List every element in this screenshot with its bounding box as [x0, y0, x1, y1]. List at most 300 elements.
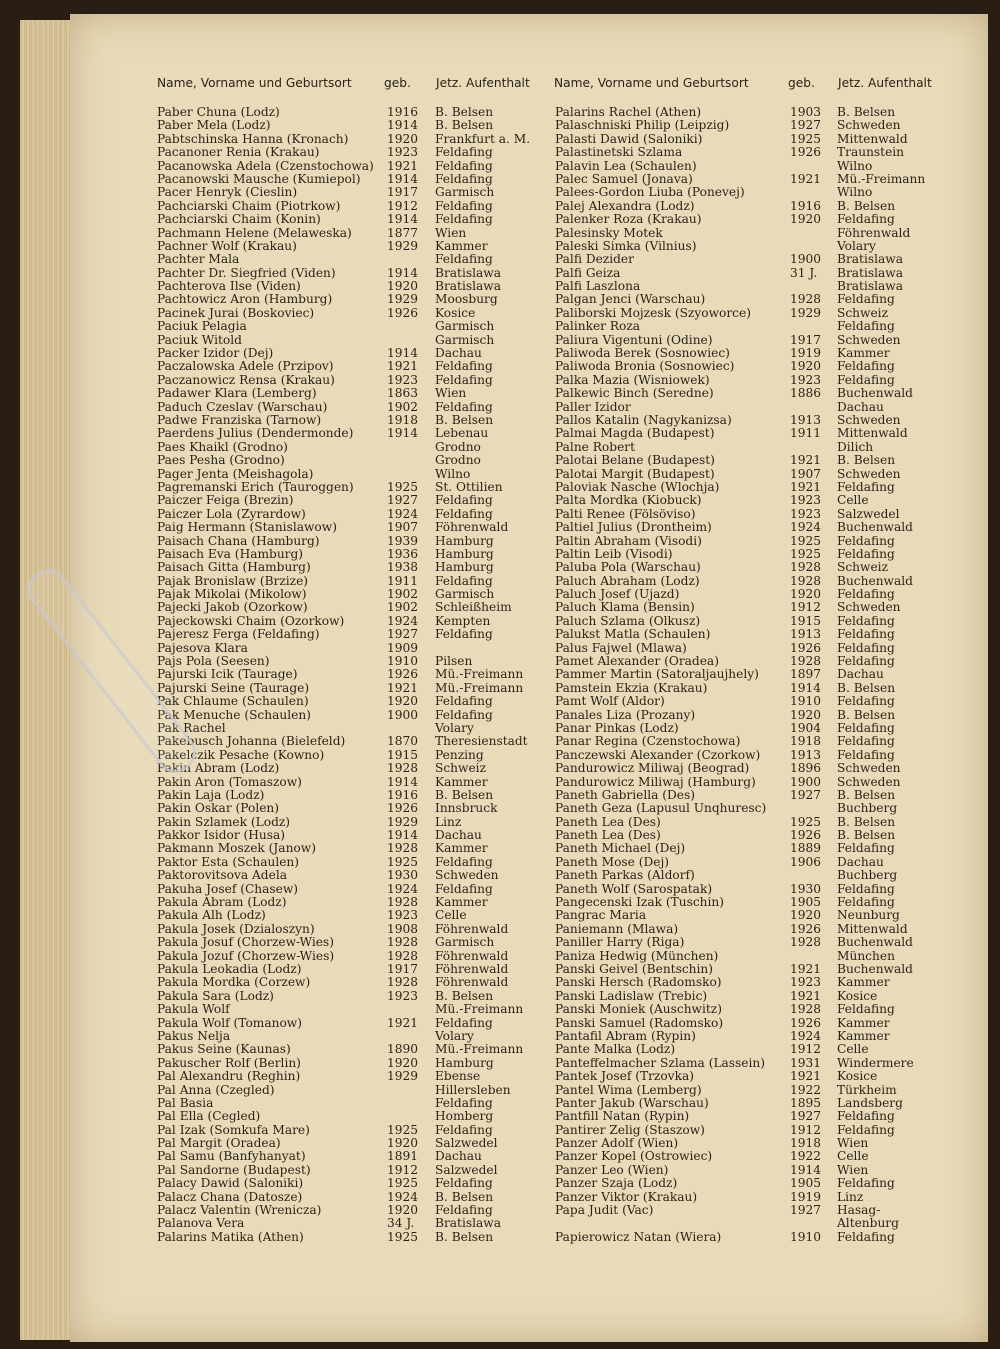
list-item	[157, 387, 547, 400]
entry-name: Pakula Wolf (Tomanow)	[157, 1015, 302, 1030]
entry-location: Feldafing	[435, 881, 493, 896]
entry-location: Kammer	[435, 774, 488, 789]
entry-name: Pakula Wolf	[157, 1002, 230, 1017]
entry-born: 1920	[790, 587, 822, 602]
list-item	[157, 682, 547, 695]
list-item	[157, 1097, 547, 1110]
entry-location: Linz	[435, 814, 462, 829]
entry-location: Altenburg	[837, 1216, 899, 1231]
list-item	[555, 829, 975, 842]
entry-born: 1926	[790, 1015, 822, 1030]
entry-name: Panzer Leo (Wien)	[555, 1162, 669, 1177]
entry-name: Pachterova Ilse (Viden)	[157, 279, 301, 294]
entry-name: Palgan Jenci (Warschau)	[555, 292, 706, 307]
entry-location: Wien	[435, 225, 467, 240]
entry-name: Paneth Geza (Lapusul Unqhuresc)	[555, 801, 767, 816]
entry-name: Pamstein Ekzia (Krakau)	[555, 680, 708, 695]
entry-location: Feldafing	[837, 895, 895, 910]
entry-name: Pakula Mordka (Corzew)	[157, 975, 311, 990]
entry-born: 1926	[790, 828, 822, 843]
list-item	[555, 1177, 975, 1190]
entry-name: Palotai Belane (Budapest)	[555, 453, 715, 468]
entry-born: 1902	[387, 399, 419, 414]
entry-born: 1917	[387, 962, 419, 976]
entry-location: Feldafing	[435, 158, 493, 173]
header-name-left: Name, Vorname und Geburtsort	[157, 76, 352, 90]
entry-name: Paltin Abraham (Visodi)	[555, 533, 702, 548]
entry-born: 1908	[387, 921, 419, 936]
entry-name: Pakin Laja (Lodz)	[157, 787, 265, 802]
entry-born: 1917	[387, 185, 419, 200]
list-item	[555, 387, 975, 400]
entry-name: Pal Izak (Somkufa Mare)	[157, 1122, 310, 1137]
entry-born: 1927	[790, 787, 822, 802]
entry-location: Dachau	[837, 399, 884, 414]
entry-location: Pilsen	[435, 654, 473, 669]
entry-born: 34 J.	[387, 1216, 415, 1231]
entry-name: Palne Robert	[555, 439, 636, 454]
entry-born: 1920	[790, 359, 822, 374]
entry-born: 1914	[790, 1162, 822, 1177]
entry-name: Palotai Margit (Budapest)	[555, 466, 715, 481]
list-item	[157, 615, 547, 628]
entry-name: Pakkor Isidor (Husa)	[157, 828, 286, 843]
entry-location: Dachau	[435, 828, 482, 843]
entry-born: 1914	[387, 265, 419, 280]
list-item	[555, 535, 975, 548]
list-item	[157, 293, 547, 306]
entry-name: Paluch Josef (Ujazd)	[555, 587, 680, 602]
entry-born: 1918	[790, 734, 822, 749]
entry-location: Wilno	[837, 158, 873, 173]
entry-born: 1930	[387, 868, 419, 883]
entry-name: Paliura Vigentuni (Odine)	[555, 332, 713, 347]
entry-born: 1924	[790, 520, 822, 535]
entry-name: Pamet Alexander (Oradea)	[555, 654, 719, 669]
entry-name: Paliwoda Berek (Sosnowiec)	[555, 346, 730, 361]
entry-born: 1902	[387, 587, 419, 602]
entry-name: Pakin Szlamek (Lodz)	[157, 814, 291, 829]
header-born-right: geb.	[788, 76, 815, 90]
entry-name: Pakmann Moszek (Janow)	[157, 841, 316, 856]
list-item	[555, 253, 975, 266]
entry-location: Hamburg	[435, 533, 494, 548]
list-item	[157, 347, 547, 360]
entry-born: 1900	[790, 774, 822, 789]
entry-location: Feldafing	[435, 198, 493, 213]
entry-name: Paloviak Nasche (Wlochja)	[555, 479, 720, 494]
entry-location: Buchenwald	[837, 520, 913, 535]
entry-born: 1909	[387, 640, 419, 655]
list-item	[555, 923, 975, 936]
entry-location: Feldafing	[435, 1095, 493, 1110]
entry-born: 1914	[387, 426, 419, 441]
entry-location: Mü.-Freimann	[435, 667, 524, 682]
entry-born: 1911	[790, 426, 822, 441]
entry-location: Feldafing	[837, 212, 895, 227]
entry-name: Pangecenski Izak (Tuschin)	[555, 895, 725, 910]
entry-location: B. Belsen	[435, 118, 494, 133]
entry-name: Paes Khaikl (Grodno)	[157, 439, 288, 454]
entry-location: B. Belsen	[435, 412, 494, 427]
entry-location: Moosburg	[435, 292, 498, 307]
entry-location: Feldafing	[837, 1229, 895, 1244]
entry-name: Palfi Geiza	[555, 265, 621, 280]
list-item	[555, 307, 975, 320]
entry-name: Pakula Josek (Dzialoszyn)	[157, 921, 315, 936]
list-item	[555, 521, 975, 534]
entry-location: Linz	[837, 1189, 864, 1204]
header-location-left: Jetz. Aufenthalt	[436, 76, 530, 90]
entry-name: Paneth Mose (Dej)	[555, 854, 670, 869]
entry-born: 1905	[790, 1176, 822, 1191]
entry-location: Feldafing	[837, 479, 895, 494]
entry-born: 1912	[790, 600, 822, 615]
entry-location: Hamburg	[435, 1055, 494, 1070]
entry-name: Pacer Henryk (Cieslin)	[157, 185, 298, 200]
entry-location: Feldafing	[837, 1176, 895, 1191]
list-item	[157, 227, 547, 240]
list-item	[555, 1204, 975, 1217]
entry-name: Pakula Sara (Lodz)	[157, 988, 274, 1003]
book-page-edges	[20, 20, 72, 1340]
entry-name: Palec Samuel (Jonava)	[555, 171, 693, 186]
entry-born: 1929	[387, 1069, 419, 1084]
list-item	[555, 427, 975, 440]
list-item	[555, 1150, 975, 1163]
entry-location: Feldafing	[837, 627, 895, 642]
entry-name: Palus Fajwel (Mlawa)	[555, 640, 687, 655]
entry-location: Feldafing	[837, 1109, 895, 1124]
entry-name: Packer Izidor (Dej)	[157, 346, 274, 361]
entry-name: Panar Regina (Czenstochowa)	[555, 734, 741, 749]
entry-name: Pantel Wima (Lemberg)	[555, 1082, 702, 1097]
entry-location: Feldafing	[435, 1015, 493, 1030]
entry-name: Paczalowska Adele (Przipov)	[157, 359, 334, 374]
entry-born: 1926	[790, 921, 822, 936]
entry-location: Föhrenwald	[435, 921, 509, 936]
entry-name: Pacinek Jurai (Boskoviec)	[157, 305, 315, 320]
entry-name: Palka Mazia (Wisniowek)	[555, 372, 710, 387]
entry-born: 1926	[387, 801, 419, 816]
entry-location: Kammer	[837, 1015, 890, 1030]
entry-location: Feldafing	[837, 546, 895, 561]
entry-name: Paczanowicz Rensa (Krakau)	[157, 372, 335, 387]
entry-location: Theresienstadt	[435, 734, 528, 749]
list-item	[555, 1030, 975, 1043]
list-item	[555, 1057, 975, 1070]
entry-location: Feldafing	[435, 145, 493, 160]
list-item	[555, 869, 975, 882]
entry-name: Paltin Leib (Visodi)	[555, 546, 673, 561]
entry-born: 1927	[387, 627, 419, 642]
entry-location: Landsberg	[837, 1095, 903, 1110]
list-item	[555, 1191, 975, 1204]
entry-born: 1920	[387, 131, 419, 146]
list-item	[157, 829, 547, 842]
entry-location: B. Belsen	[435, 1189, 494, 1204]
entry-name: Paniza Hedwig (München)	[555, 948, 719, 963]
list-item	[555, 160, 975, 173]
entry-name: Paes Pesha (Grodno)	[157, 453, 285, 468]
entry-born: 31 J.	[790, 265, 818, 280]
entry-location: Homberg	[435, 1109, 494, 1124]
entry-location: Kosice	[837, 988, 878, 1003]
entry-location: Schweden	[837, 774, 901, 789]
entry-location: Garmisch	[435, 332, 495, 347]
entry-location: Bratislawa	[435, 279, 501, 294]
entry-name: Pakin Abram (Lodz)	[157, 761, 280, 776]
entry-name: Paniemann (Mlawa)	[555, 921, 679, 936]
entry-name: Pal Margit (Oradea)	[157, 1136, 281, 1151]
entry-born: 1920	[387, 694, 419, 709]
list-item	[157, 1070, 547, 1083]
entry-born: 1903	[790, 105, 822, 119]
entry-location: Feldafing	[837, 720, 895, 735]
entry-born: 1928	[387, 841, 419, 856]
entry-location: Salzwedel	[435, 1136, 498, 1151]
entry-born: 1912	[790, 1042, 822, 1057]
list-item	[157, 601, 547, 614]
entry-born: 1925	[790, 546, 822, 561]
entry-location: Schweden	[837, 600, 901, 615]
entry-born: 1925	[387, 1229, 419, 1244]
entry-born: 1900	[790, 252, 822, 267]
entry-born: 1896	[790, 761, 822, 776]
list-item	[555, 1043, 975, 1056]
entry-location: B. Belsen	[837, 198, 896, 213]
entry-name: Panski Moniek (Auschwitz)	[555, 1002, 722, 1017]
entry-born: 1928	[387, 761, 419, 776]
entry-location: Feldafing	[837, 359, 895, 374]
list-item	[555, 802, 975, 815]
list-item	[555, 186, 975, 199]
entry-name: Pabtschinska Hanna (Kronach)	[157, 131, 349, 146]
entry-name: Palfi Laszlona	[555, 279, 641, 294]
entry-born: 1919	[790, 346, 822, 361]
entry-name: Pal Sandorne (Budapest)	[157, 1162, 311, 1177]
entry-location: Buchenwald	[837, 573, 913, 588]
entry-location: Feldafing	[837, 841, 895, 856]
list-item	[555, 588, 975, 601]
entry-location: Buchberg	[837, 868, 898, 883]
list-item	[555, 682, 975, 695]
list-item	[157, 842, 547, 855]
entry-name: Paniller Harry (Riga)	[555, 935, 685, 950]
entry-location: Kosice	[435, 305, 476, 320]
list-item	[555, 668, 975, 681]
entry-location: Föhrenwald	[837, 225, 911, 240]
entry-born: 1918	[387, 412, 419, 427]
entry-born: 1917	[790, 332, 822, 347]
list-item	[555, 1164, 975, 1177]
entry-name: Pante Malka (Lodz)	[555, 1042, 676, 1057]
entry-born: 1928	[387, 895, 419, 910]
entry-name: Pakula Jozuf (Chorzew-Wies)	[157, 948, 335, 963]
list-item	[157, 267, 547, 280]
entry-born: 1920	[790, 908, 822, 923]
entry-born: 1930	[790, 881, 822, 896]
list-item	[157, 1217, 547, 1230]
entry-born: 1907	[387, 520, 419, 535]
entry-born: 1920	[387, 279, 419, 294]
entry-location: Mü.-Freimann	[435, 1002, 524, 1017]
entry-born: 1906	[790, 854, 822, 869]
entry-born: 1927	[790, 1109, 822, 1124]
entry-born: 1910	[387, 654, 419, 669]
entry-location: Mü.-Freimann	[837, 171, 926, 186]
entry-location: Schweden	[837, 412, 901, 427]
entry-name: Pak Chlaume (Schaulen)	[157, 694, 309, 709]
entry-location: Celle	[837, 493, 869, 508]
list-item	[157, 802, 547, 815]
entry-born: 1921	[790, 479, 822, 494]
list-item	[157, 923, 547, 936]
list-item	[555, 883, 975, 896]
entry-name: Pajesova Klara	[157, 640, 248, 655]
entry-name: Pachtowicz Aron (Hamburg)	[157, 292, 333, 307]
entry-name: Palfi Dezider	[555, 252, 634, 267]
entry-location: Penzing	[435, 747, 484, 762]
entry-born: 1921	[387, 158, 419, 173]
entry-name: Pangrac Maria	[555, 908, 647, 923]
entry-name: Paisach Gitta (Hamburg)	[157, 560, 311, 575]
entry-born: 1925	[790, 131, 822, 146]
entry-location: Grodno	[435, 453, 481, 468]
list-item	[555, 1003, 975, 1016]
list-item	[555, 655, 975, 668]
entry-location: Buchenwald	[837, 962, 913, 976]
entry-location: Schweiz	[435, 761, 486, 776]
list-item	[555, 695, 975, 708]
entry-location: Buchenwald	[837, 386, 913, 401]
list-item	[157, 1231, 547, 1244]
list-item	[157, 521, 547, 534]
entry-born: 1919	[790, 1189, 822, 1204]
entry-location: Feldafing	[435, 694, 493, 709]
entry-name: Pal Ella (Cegled)	[157, 1109, 261, 1124]
list-item	[555, 561, 975, 574]
entry-name: Pakuha Josef (Chasew)	[157, 881, 299, 896]
entry-location: Feldafing	[435, 372, 493, 387]
entry-born: 1923	[790, 975, 822, 990]
list-item	[157, 561, 547, 574]
entry-born: 1920	[387, 1055, 419, 1070]
list-item	[157, 146, 547, 159]
list-item	[157, 869, 547, 882]
list-item	[157, 1164, 547, 1177]
entry-born: 1863	[387, 386, 419, 401]
list-item	[555, 1097, 975, 1110]
entry-born: 1928	[790, 935, 822, 950]
entry-born: 1936	[387, 546, 419, 561]
entry-born: 1889	[790, 841, 822, 856]
entry-born: 1913	[790, 747, 822, 762]
entry-location: Schweden	[837, 332, 901, 347]
list-item	[157, 160, 547, 173]
entry-name: Palarins Matika (Athen)	[157, 1229, 304, 1244]
entry-born: 1923	[387, 908, 419, 923]
entry-name: Paltiel Julius (Drontheim)	[555, 520, 712, 535]
entry-name: Pakus Seine (Kaunas)	[157, 1042, 291, 1057]
entry-location: B. Belsen	[435, 787, 494, 802]
entry-name: Padwe Franziska (Tarnow)	[157, 412, 322, 427]
entry-location: Hasag-	[837, 1203, 881, 1218]
list-item	[157, 856, 547, 869]
list-item	[157, 575, 547, 588]
entry-location: Innsbruck	[435, 801, 498, 816]
entry-born: 1921	[387, 680, 419, 695]
entry-name: Pajs Pola (Seesen)	[157, 654, 270, 669]
list-item	[157, 896, 547, 909]
entry-name: Paneth Lea (Des)	[555, 828, 661, 843]
entry-location: Feldafing	[837, 694, 895, 709]
entry-location: Wien	[435, 386, 467, 401]
entry-name: Pak Menuche (Schaulen)	[157, 707, 311, 722]
entry-born: 1924	[387, 881, 419, 896]
list-item	[157, 213, 547, 226]
entry-born: 1914	[790, 680, 822, 695]
entry-location: Lebenau	[435, 426, 489, 441]
entry-born: 1914	[387, 212, 419, 227]
entry-name: Palti Renee (Fölsöviso)	[555, 506, 696, 521]
entry-born: 1911	[387, 573, 419, 588]
entry-location: Schweiz	[837, 560, 888, 575]
entry-name: Pajurski Icik (Taurage)	[157, 667, 298, 682]
entry-location: Feldafing	[435, 506, 493, 521]
entry-location: Bratislawa	[837, 265, 903, 280]
entry-location: Feldafing	[435, 1122, 493, 1137]
entry-born: 1895	[790, 1095, 822, 1110]
entry-born: 1928	[790, 292, 822, 307]
entry-location: St. Ottilien	[435, 479, 503, 494]
entry-location: Bratislawa	[837, 279, 903, 294]
list-item	[555, 320, 975, 333]
entry-name: Paciuk Witold	[157, 332, 242, 347]
entry-location: Feldafing	[837, 881, 895, 896]
entry-location: B. Belsen	[837, 787, 896, 802]
entry-name: Papierowicz Natan (Wiera)	[555, 1229, 722, 1244]
entry-name: Palasti Dawid (Saloniki)	[555, 131, 703, 146]
entry-location: Kempten	[435, 613, 491, 628]
entry-location: Mittenwald	[837, 426, 908, 441]
list-item	[157, 1003, 547, 1016]
list-item	[157, 628, 547, 641]
entry-location: Föhrenwald	[435, 520, 509, 535]
entry-born: 1870	[387, 734, 419, 749]
list-item	[555, 709, 975, 722]
entry-born: 1928	[790, 1002, 822, 1017]
entry-name: Paerdens Julius (Dendermonde)	[157, 426, 354, 441]
entry-location: Schweden	[837, 118, 901, 133]
entry-location: Traunstein	[837, 145, 905, 160]
entry-name: Panski Ladislaw (Trebic)	[555, 988, 708, 1003]
list-item	[157, 1137, 547, 1150]
entry-born: 1914	[387, 171, 419, 186]
entry-name: Pacanoner Renia (Krakau)	[157, 145, 320, 160]
list-item	[157, 1177, 547, 1190]
entry-location: Schweden	[435, 868, 499, 883]
entry-location: B. Belsen	[435, 988, 494, 1003]
entry-born: 1890	[387, 1042, 419, 1057]
entry-born: 1902	[387, 600, 419, 615]
entry-location: Föhrenwald	[435, 962, 509, 976]
entry-born: 1921	[790, 962, 822, 976]
list-item	[555, 1110, 975, 1123]
entry-location: Mittenwald	[837, 921, 908, 936]
entry-born: 1915	[790, 613, 822, 628]
entry-born: 1923	[790, 372, 822, 387]
